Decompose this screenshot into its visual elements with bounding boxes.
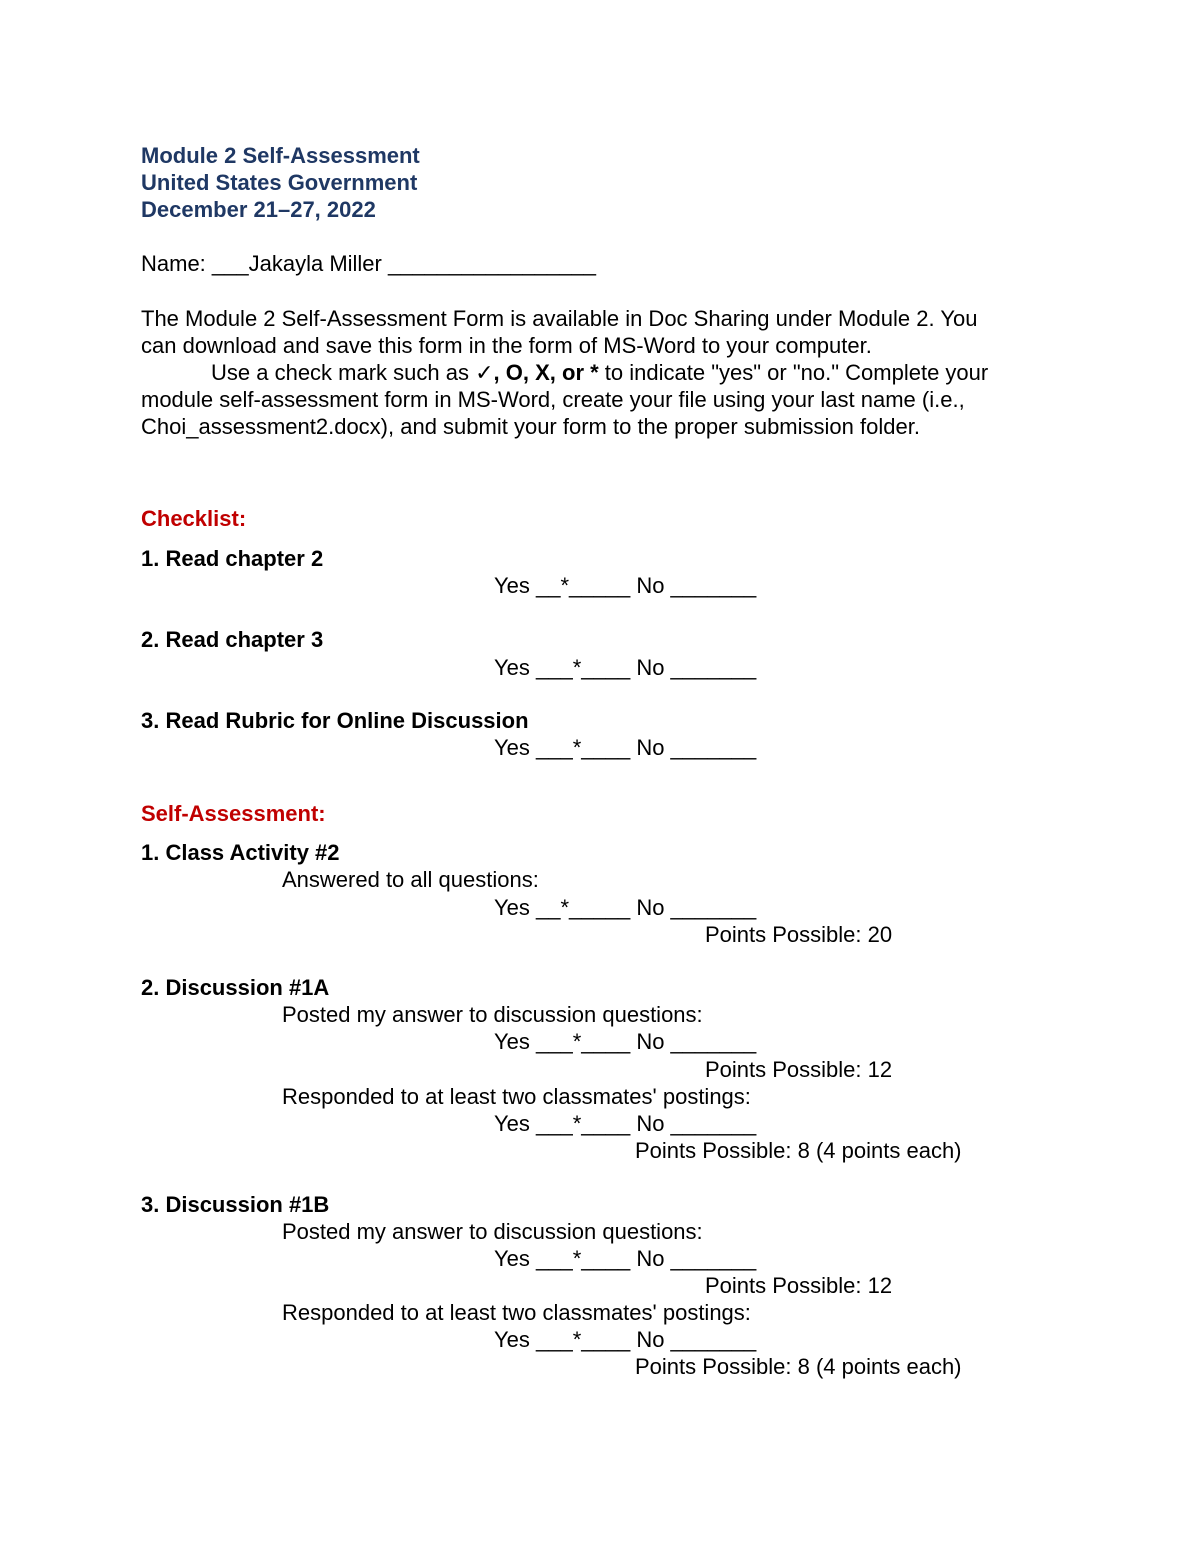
activity-points: Points Possible: 20 bbox=[705, 922, 893, 947]
discussion-b-points-2: Points Possible: 8 (4 points each) bbox=[635, 1354, 962, 1379]
checklist-item-3: 3. Read Rubric for Online Discussion bbox=[141, 708, 529, 733]
discussion-b-label: 3. Discussion #1B bbox=[141, 1192, 330, 1217]
intro-line-2: can download and save this form in the form of MS-Word to your computer. bbox=[141, 333, 872, 358]
discussion-b-answer-1: Yes ___*____ No _______ bbox=[494, 1246, 757, 1271]
date-range: December 21–27, 2022 bbox=[141, 197, 376, 222]
activity-question: Answered to all questions: bbox=[282, 867, 539, 892]
intro-line-4: module self-assessment form in MS-Word, create your file using your last name (i.e., bbox=[141, 387, 965, 412]
discussion-a-label: 2. Discussion #1A bbox=[141, 975, 330, 1000]
name-line: Name: ___Jakayla Miller _________________ bbox=[141, 251, 596, 276]
discussion-a-points-2: Points Possible: 8 (4 points each) bbox=[635, 1138, 962, 1163]
intro-line-1: The Module 2 Self-Assessment Form is available in Doc Sharing under Module 2. You bbox=[141, 306, 978, 331]
intro-line-3 bbox=[211, 360, 988, 386]
discussion-a-answer-2: Yes ___*____ No _______ bbox=[494, 1111, 757, 1136]
discussion-a-question-1: Posted my answer to discussion questions: bbox=[282, 1002, 703, 1027]
discussion-b-points-1: Points Possible: 12 bbox=[705, 1273, 893, 1298]
checklist-answer-3: Yes ___*____ No _______ bbox=[494, 735, 757, 760]
discussion-b-answer-2: Yes ___*____ No _______ bbox=[494, 1327, 757, 1352]
self-assessment-heading: Self-Assessment: bbox=[141, 801, 326, 826]
discussion-b-question-2: Responded to at least two classmates' postings: bbox=[282, 1300, 751, 1325]
checklist-answer-2: Yes ___*____ No _______ bbox=[494, 655, 757, 680]
intro-line-3-end: to indicate "yes" or "no." Complete your bbox=[598, 360, 989, 385]
discussion-a-points-1: Points Possible: 12 bbox=[705, 1057, 893, 1082]
checklist-item-1: 1. Read chapter 2 bbox=[141, 546, 324, 571]
discussion-a-question-2: Responded to at least two classmates' postings: bbox=[282, 1084, 751, 1109]
check-marks: ✓, O, X, or * bbox=[475, 360, 599, 385]
intro-line-3-start: Use a check mark such as bbox=[211, 360, 476, 385]
activity-answer: Yes __*_____ No _______ bbox=[494, 895, 757, 920]
checklist-heading: Checklist: bbox=[141, 506, 247, 531]
checklist-answer-1: Yes __*_____ No _______ bbox=[494, 573, 757, 598]
activity-label: 1. Class Activity #2 bbox=[141, 840, 340, 865]
discussion-a-answer-1: Yes ___*____ No _______ bbox=[494, 1029, 757, 1054]
course-name: United States Government bbox=[141, 170, 418, 195]
discussion-b-question-1: Posted my answer to discussion questions: bbox=[282, 1219, 703, 1244]
checklist-item-2: 2. Read chapter 3 bbox=[141, 627, 324, 652]
intro-line-5: Choi_assessment2.docx), and submit your form to the proper submission folder. bbox=[141, 414, 920, 439]
doc-title: Module 2 Self-Assessment bbox=[141, 143, 420, 168]
